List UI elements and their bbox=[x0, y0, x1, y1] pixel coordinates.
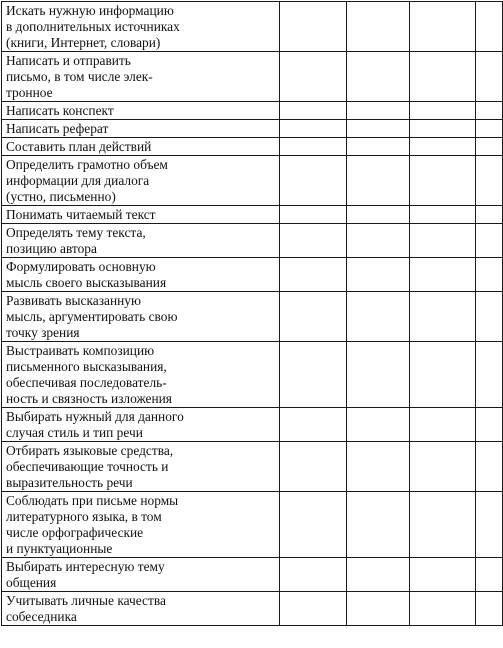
rating-cell bbox=[476, 2, 503, 52]
skill-label: Искать нужную информацию в дополнительных источниках (книги, Интернет, словари) bbox=[2, 2, 280, 52]
rating-cell bbox=[347, 224, 410, 258]
skill-label: Соблюдать при письме нормы литературного языка, в том числе орфографические и пунктуационные bbox=[2, 492, 280, 558]
rating-cell bbox=[347, 206, 410, 224]
skill-label: Развивать высказанную мысль, аргументировать свою точку зрения bbox=[2, 292, 280, 342]
rating-cell bbox=[410, 258, 476, 292]
rating-cell bbox=[476, 442, 503, 492]
rating-cell bbox=[280, 342, 347, 408]
rating-cell bbox=[347, 156, 410, 206]
rating-cell bbox=[347, 120, 410, 138]
table-row bbox=[2, 206, 503, 224]
rating-cell bbox=[280, 2, 347, 52]
table-row bbox=[2, 342, 503, 408]
rating-cell bbox=[476, 224, 503, 258]
rating-cell bbox=[476, 52, 503, 102]
rating-cell bbox=[347, 52, 410, 102]
table-row bbox=[2, 442, 503, 492]
rating-cell bbox=[476, 156, 503, 206]
skill-label: Написать конспект bbox=[2, 102, 280, 120]
rating-cell bbox=[347, 558, 410, 592]
skill-label: Определить грамотно объем информации для диалога (устно, письменно) bbox=[2, 156, 280, 206]
table-row bbox=[2, 120, 503, 138]
rating-cell bbox=[280, 120, 347, 138]
table-row bbox=[2, 408, 503, 442]
skill-label: Учитывать личные качества собеседника bbox=[2, 592, 280, 626]
table-row bbox=[2, 292, 503, 342]
rating-cell bbox=[476, 292, 503, 342]
rating-cell bbox=[347, 258, 410, 292]
skill-label: Написать и отправить письмо, в том числе элек- тронное bbox=[2, 52, 280, 102]
table-row bbox=[2, 2, 503, 52]
rating-cell bbox=[410, 558, 476, 592]
rating-cell bbox=[410, 120, 476, 138]
rating-cell bbox=[476, 206, 503, 224]
rating-cell bbox=[476, 408, 503, 442]
table-row bbox=[2, 492, 503, 558]
rating-cell bbox=[347, 138, 410, 156]
skill-label: Отбирать языковые средства, обеспечивающие точность и выразительность речи bbox=[2, 442, 280, 492]
rating-cell bbox=[280, 258, 347, 292]
skill-label: Выстраивать композицию письменного высказывания, обеспечивая последователь- ность и связность изложения bbox=[2, 342, 280, 408]
rating-cell bbox=[280, 138, 347, 156]
rating-cell bbox=[476, 120, 503, 138]
skill-label: Написать реферат bbox=[2, 120, 280, 138]
rating-cell bbox=[410, 138, 476, 156]
table-row bbox=[2, 258, 503, 292]
rating-cell bbox=[476, 558, 503, 592]
rating-cell bbox=[410, 292, 476, 342]
rating-cell bbox=[280, 292, 347, 342]
table-row bbox=[2, 224, 503, 258]
skill-label: Понимать читаемый текст bbox=[2, 206, 280, 224]
rating-cell bbox=[476, 102, 503, 120]
rating-cell bbox=[347, 342, 410, 408]
table-row bbox=[2, 156, 503, 206]
rating-cell bbox=[347, 102, 410, 120]
rating-cell bbox=[347, 2, 410, 52]
rating-cell bbox=[410, 592, 476, 626]
rating-cell bbox=[280, 492, 347, 558]
rating-cell bbox=[280, 408, 347, 442]
rating-cell bbox=[410, 52, 476, 102]
rating-cell bbox=[410, 102, 476, 120]
skills-table bbox=[1, 1, 503, 626]
rating-cell bbox=[410, 342, 476, 408]
rating-cell bbox=[410, 408, 476, 442]
rating-cell bbox=[347, 408, 410, 442]
rating-cell bbox=[280, 52, 347, 102]
skill-label: Определять тему текста, позицию автора bbox=[2, 224, 280, 258]
rating-cell bbox=[410, 156, 476, 206]
rating-cell bbox=[476, 138, 503, 156]
rating-cell bbox=[347, 492, 410, 558]
table-row bbox=[2, 138, 503, 156]
table-row bbox=[2, 102, 503, 120]
rating-cell bbox=[347, 592, 410, 626]
rating-cell bbox=[476, 592, 503, 626]
skill-label: Формулировать основную мысль своего высказывания bbox=[2, 258, 280, 292]
rating-cell bbox=[280, 102, 347, 120]
rating-cell bbox=[410, 224, 476, 258]
rating-cell bbox=[280, 206, 347, 224]
rating-cell bbox=[280, 224, 347, 258]
table-row bbox=[2, 558, 503, 592]
rating-cell bbox=[410, 492, 476, 558]
table-row bbox=[2, 592, 503, 626]
rating-cell bbox=[476, 492, 503, 558]
table-row bbox=[2, 52, 503, 102]
rating-cell bbox=[410, 2, 476, 52]
skill-label: Выбирать интересную тему общения bbox=[2, 558, 280, 592]
rating-cell bbox=[347, 442, 410, 492]
rating-cell bbox=[476, 342, 503, 408]
skill-label: Выбирать нужный для данного случая стиль и тип речи bbox=[2, 408, 280, 442]
rating-cell bbox=[280, 156, 347, 206]
rating-cell bbox=[410, 206, 476, 224]
rating-cell bbox=[280, 592, 347, 626]
skill-label: Составить план действий bbox=[2, 138, 280, 156]
rating-cell bbox=[410, 442, 476, 492]
skills-table-body bbox=[2, 2, 503, 626]
rating-cell bbox=[347, 292, 410, 342]
rating-cell bbox=[476, 258, 503, 292]
rating-cell bbox=[280, 558, 347, 592]
rating-cell bbox=[280, 442, 347, 492]
